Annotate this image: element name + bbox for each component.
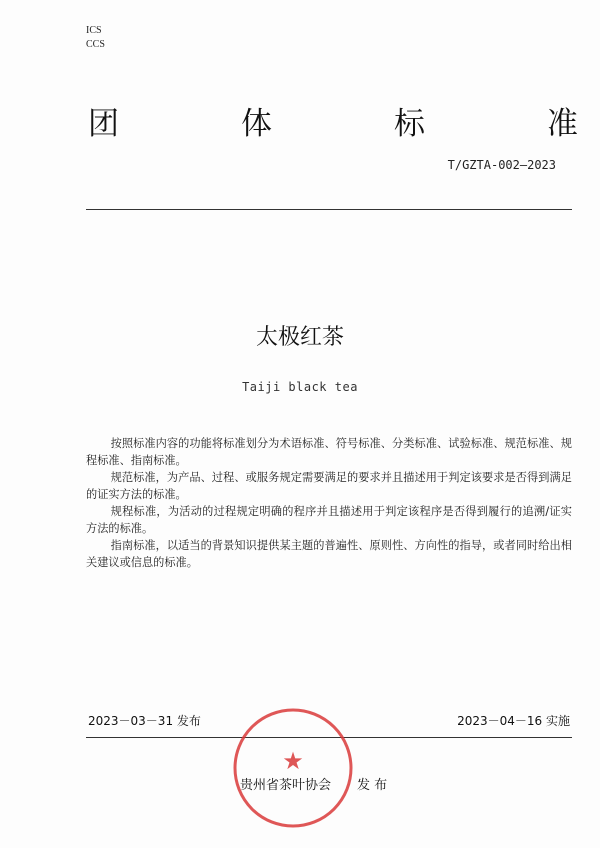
issuer-line [240,774,387,793]
publish-date: 2023－03－31 发布 [88,714,201,728]
implement-date: 2023－04－16 实施 [457,714,570,728]
body-paragraph: 规范标准，为产品、过程、或服务规定需要满足的要求并且描述用于判定该要求是否得到满足的证实方法的标准。 [86,471,572,501]
issuer-name: 贵州省茶叶协会 [240,778,332,793]
top-divider [86,209,572,210]
svg-text:★: ★ [282,747,304,775]
ccs-label: CCS [86,39,105,50]
ics-label: ICS [86,25,102,36]
standard-number: T/GZTA-002—2023 [447,158,556,172]
body-paragraph: 规程标准，为活动的过程规定明确的程序并且描述用于判定该程序是否得到履行的追溯/证实方法的标准。 [86,505,572,535]
standard-type-char: 体 [241,105,272,142]
standard-description [86,435,572,571]
bottom-divider [86,737,572,738]
standard-type-char: 标 [394,105,425,142]
standard-type-heading [88,98,578,142]
title-chinese: 太极红茶 [255,325,344,350]
issue-word: 发 布 [357,778,388,793]
classification-codes [86,24,105,52]
standard-type-char: 准 [547,105,578,142]
title-english: Taiji black tea [242,380,358,394]
body-paragraph: 指南标准，以适当的背景知识提供某主题的普遍性、原则性、方向性的指导，或者同时给出相关建议或信息的标准。 [86,539,572,569]
standard-type-char: 团 [88,105,119,142]
body-paragraph: 按照标准内容的功能将标准划分为术语标准、符号标准、分类标准、试验标准、规范标准、规程标准、指南标准。 [86,437,572,467]
association-seal-stamp [228,703,358,833]
